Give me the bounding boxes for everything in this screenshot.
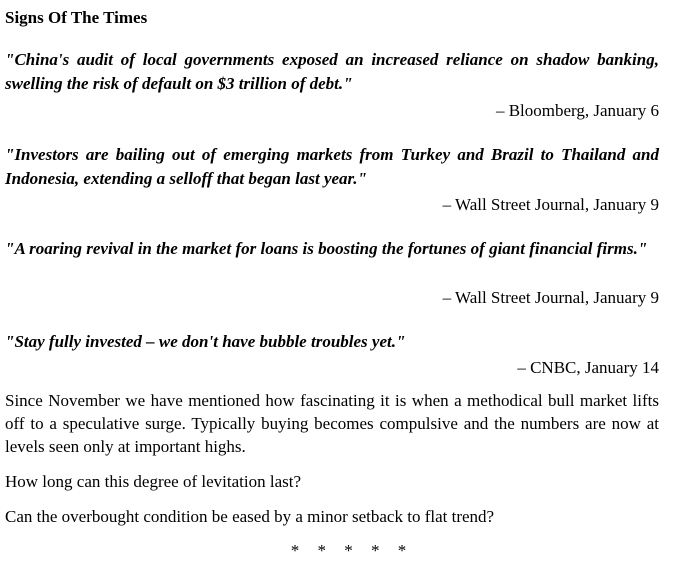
quote-text: "Investors are bailing out of emerging markets from Turkey and Brazil to Thailand and Indonesia, extending a selloff that began last year." [5,145,659,188]
body-paragraph: How long can this degree of levitation last? [5,472,301,491]
divider-star: * [371,541,380,560]
divider-star: * [290,541,300,560]
quote-text: "China's audit of local governments exposed an increased reliance on shadow banking, swelling the risk of default on $3 trillion of debt." [5,50,659,93]
section-divider [0,540,697,562]
quote-source: – Wall Street Journal, January 9 [442,195,659,214]
divider-star: * [397,541,407,560]
quote-text: "A roaring revival in the market for loans is boosting the fortunes of giant financial firms." [5,239,648,258]
divider-star: * [317,541,326,560]
section-title: Signs Of The Times [5,8,148,27]
divider-star: * [344,541,353,560]
quote-source: – CNBC, January 14 [517,358,659,377]
quote-source: – Wall Street Journal, January 9 [442,288,659,307]
body-paragraph: Can the overbought condition be eased by a minor setback to flat trend? [5,507,495,526]
quote-text: "Stay fully invested – we don't have bubble troubles yet." [5,332,406,351]
body-paragraph: Since November we have mentioned how fascinating it is when a methodical bull market lifts off to a speculative surge. Typically buying becomes compulsive and the numbers are now at levels seen only at important highs. [5,391,659,456]
quote-source: – Bloomberg, January 6 [495,101,659,120]
